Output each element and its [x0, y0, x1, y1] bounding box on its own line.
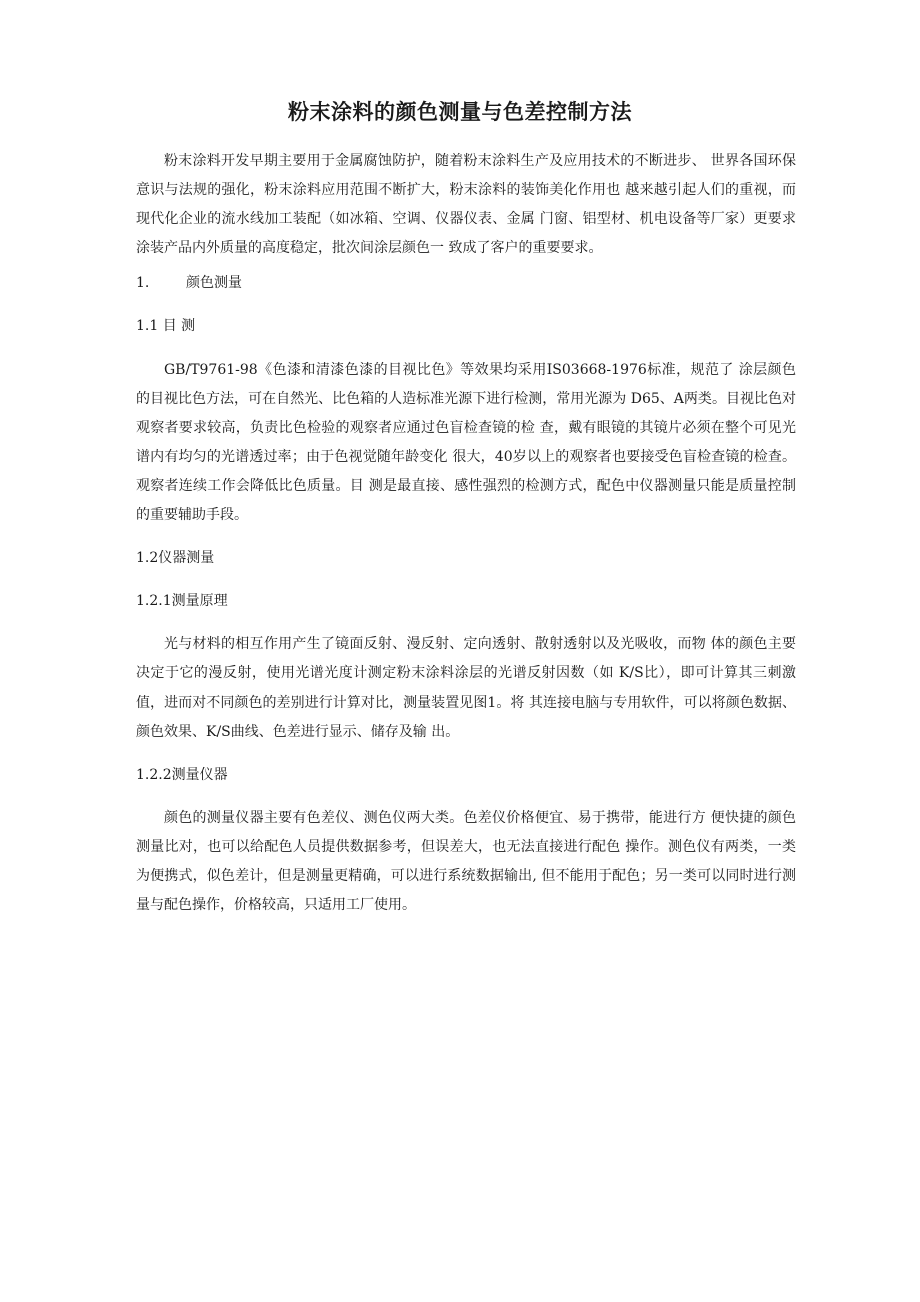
section-1-1-paragraph: GB/T9761-98《色漆和清漆色漆的目视比色》等效果均采用IS03668-1976标准，规范了 涂层颜色的目视比色方法，可在自然光、比色箱的人造标准光源下进行检测，常用光源为 D65、A两类。目视比色对观察者要求较高，负责比色检验的观察者应通过色盲检查镜的检 查，戴有眼镜的其镜片必须在整个可见光谱内有均匀的光谱透过率；由于色视觉随年龄变化 很大，40岁以上的观察者也要接受色盲检查镜的检查。观察者连续工作会降低比色质量。目 测是最直接、感性强烈的检测方式，配色中仪器测量只能是质量控制的重要辅助手段。: [136, 361, 796, 524]
section-1-2-2-paragraph: 颜色的测量仪器主要有色差仪、测色仪两大类。色差仪价格便宜、易于携带，能进行方 便快捷的颜色测量比对，也可以给配色人员提供数据参考，但误差大，也无法直接进行配色 操作。测色仪有两类，一类为便携式，似色差计，但是测量更精确，可以进行系统数据输出, 但不能用于配色；另一类可以同时进行测量与配色操作，价格较高，只适用工厂使用。: [136, 809, 796, 914]
section-1-1-heading: 1.1 目 测: [136, 318, 196, 335]
document-body: [136, 147, 796, 920]
section-1-heading: [136, 269, 796, 298]
section-1-2-1-paragraph: 光与材料的相互作用产生了镜面反射、漫反射、定向透射、散射透射以及光吸收，而物 体的颜色主要决定于它的漫反射，使用光谱光度计测定粉末涂料涂层的光谱反射因数（如 K/S比），即可计算其三刺激值，进而对不同颜色的差别进行计算对比，测量装置见图1。将 其连接电脑与专用软件，可以将颜色数据、颜色效果、K/S曲线、色差进行显示、储存及输 出。: [136, 636, 796, 740]
section-1-2-2-heading: 1.2.2测量仪器: [136, 766, 228, 783]
section-1-number: 1.: [136, 275, 150, 292]
section-1-2-1-heading: 1.2.1测量原理: [136, 593, 228, 610]
intro-paragraph: 粉末涂料开发早期主要用于金属腐蚀防护，随着粉末涂料生产及应用技术的不断进步、 世界各国环保意识与法规的强化，粉末涂料应用范围不断扩大，粉末涂料的装饰美化作用也 越来越引起人们的重视，而现代化企业的流水线加工装配（如冰箱、空调、仪器仪表、金属 门窗、铝型材、机电设备等厂家）更要求涂装产品内外质量的高度稳定，批次间涂层颜色一 致成了客户的重要要求。: [136, 153, 796, 257]
document-title: 粉末涂料的颜色测量与色差控制方法: [288, 100, 632, 124]
section-1-2-heading: 1.2仪器测量: [136, 550, 215, 567]
section-1-title: 颜色测量: [186, 275, 242, 292]
